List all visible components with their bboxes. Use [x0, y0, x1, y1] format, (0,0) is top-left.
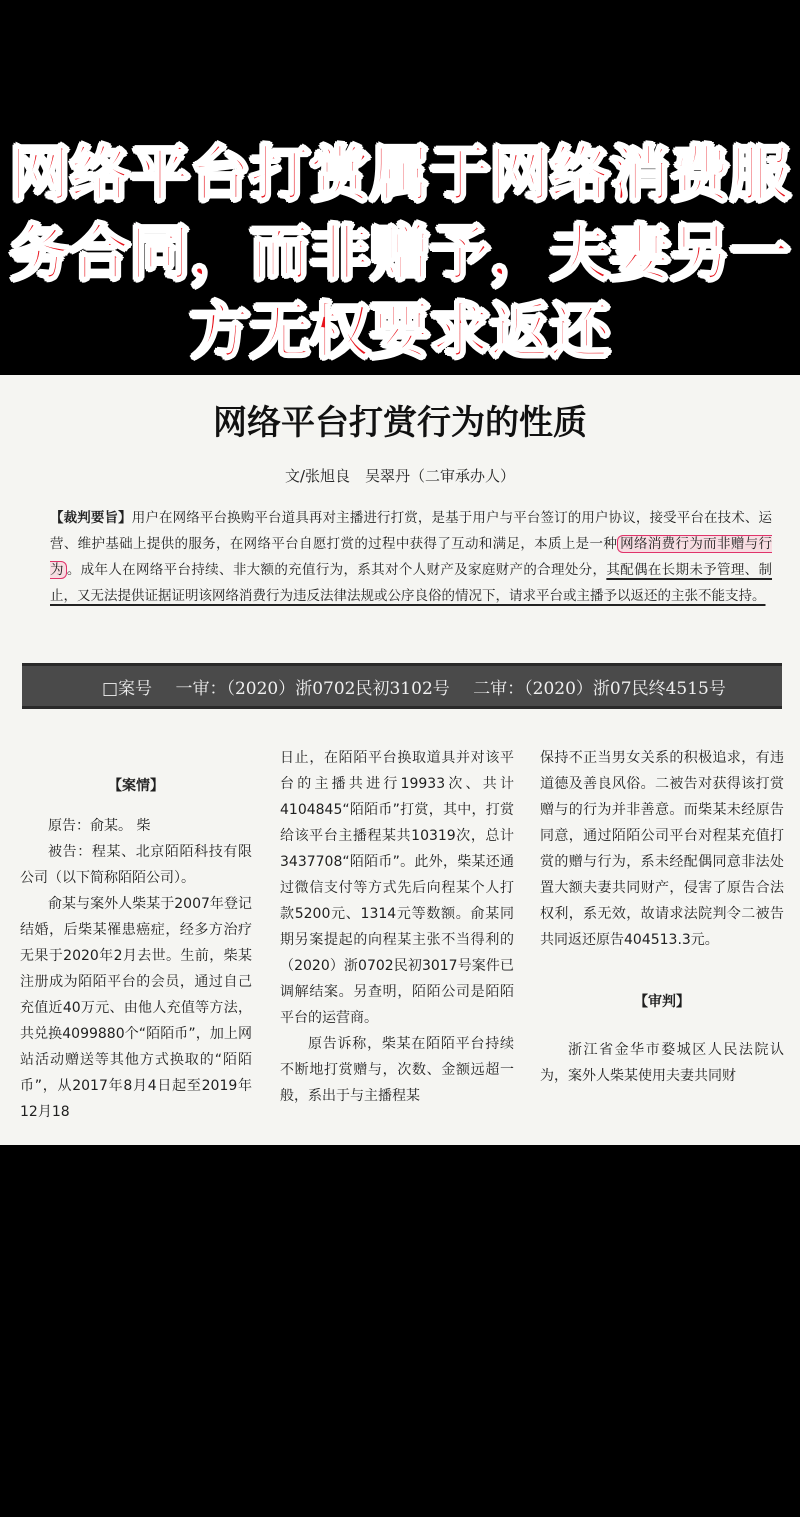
ruling-summary: [50, 505, 772, 609]
plaintiff-line: 原告：俞某。 柴: [48, 818, 151, 834]
plaintiff-claim-paragraph: 原告诉称，柴某在陌陌平台持续不断地打赏赠与，次数、金额远超一般，系出于与主播程某: [280, 1036, 514, 1104]
article-authors: 文/张旭良 吴翠丹（二审承办人）: [284, 467, 516, 485]
article-title: 网络平台打赏行为的性质: [213, 403, 587, 443]
scanned-document-page: [0, 375, 800, 1145]
case-number-label: □案号: [102, 679, 153, 699]
case-number-bar: [22, 663, 782, 709]
summary-text-part2: 。成年人在网络平台持续、非大额的充值行为，系其对个人财产及家庭财产的合理处分，: [66, 562, 607, 578]
facts-paragraph: 俞某与案外人柴某于2007年登记结婚，后柴某罹患癌症，经多方治疗无果于2020年2月去世。生前，柴某注册成为陌陌平台的会员，通过自己充值近40万元、由他人充值等方法，共兑换4099880个“陌陌币”，加上网站活动赠送等其他方式换取的“陌陌币”，从2017年8月4日起至2019年12月18: [20, 896, 252, 1120]
summary-underlined: 其配偶在长期未予管理、制止，又无法提供证据证明该网络消费行为违反法律法规或公序良俗的情况下，请求平台或主播予以返还的主张不能支持。: [50, 562, 773, 604]
headline-banner: [0, 0, 800, 375]
summary-text-part1: 用户在网络平台换购平台道具再对主播进行打赏，是基于用户与平台签订的用户协议，接受平台在技术、运营、维护基础上提供的服务，在网络平台自愿打赏的过程中获得了互动和满足，本质上是一种: [50, 510, 772, 552]
summary-heading: 【裁判要旨】: [50, 510, 132, 526]
text-column-1: [20, 745, 252, 1125]
text-column-3: [540, 745, 784, 1089]
defendant-line: 被告：程某、北京陌陌科技有限公司（以下简称陌陌公司）。: [20, 844, 252, 886]
headline-line-1: 网络平台打赏属于网络消费服: [10, 140, 790, 210]
headline-line-2: 务合同，而非赠予，夫妻另一: [10, 219, 790, 289]
text-column-2: [280, 745, 514, 1109]
first-instance-number: 一审：（2020）浙0702民初3102号: [175, 679, 450, 699]
bottom-black-area: [0, 1145, 800, 1517]
facts-continued-paragraph: 日止，在陌陌平台换取道具并对该平台的主播共进行19933次、共计4104845“陌陌币”打赏，其中，打赏给该平台主播程某共10319次，总计3437708“陌陌币”。此外，柴某还通过微信支付等方式先后向程某个人打款5200元、1314元等数额。俞某同期另案提起的向程某主张不当得利的（2020）浙0702民初3017号案件已调解结案。另查明，陌陌公司是陌陌平台的运营商。: [280, 750, 514, 1026]
section-heading-facts: 【案情】: [108, 778, 164, 794]
headline-line-3: 方无权要求返还: [190, 297, 610, 367]
claim-continued-paragraph: 保持不正当男女关系的积极追求，有违道德及善良风俗。二被告对获得该打赏赠与的行为并非善意。而柴某未经原告同意，通过陌陌公司平台对程某充值打赏的赠与行为，系未经配偶同意非法处置大额夫妻共同财产，侵害了原告合法权利，系无效，故请求法院判令二被告共同返还原告404513.3元。: [540, 750, 784, 948]
second-instance-number: 二审：（2020）浙07民终4515号: [473, 679, 726, 699]
section-heading-judgment: 【审判】: [634, 994, 690, 1010]
judgment-paragraph: 浙江省金华市婺城区人民法院认为，案外人柴某使用夫妻共同财: [540, 1042, 784, 1084]
summary-highlight: 网络消费行为而非赠与行为: [50, 536, 773, 578]
